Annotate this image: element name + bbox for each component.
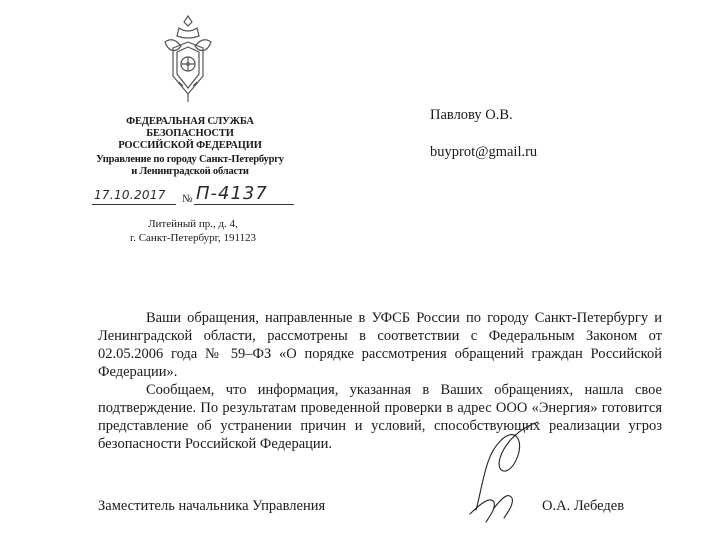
- number-underline: [194, 204, 294, 205]
- date-underline: [92, 204, 176, 205]
- body-paragraph: Сообщаем, что информация, указанная в Ваших обращениях, нашла свое подтверждение. По результатам проведенной проверки в адрес ООО «Энергия» готовится представление об устранении причин и условий, способствующих реализации угроз безопасности Российской Федерации.: [98, 382, 662, 452]
- recipient-name: Павлову О.В.: [430, 107, 513, 123]
- fsb-emblem-icon: [159, 12, 217, 104]
- letter-body: [98, 309, 662, 453]
- registration-number: П-4137: [196, 183, 268, 204]
- department-name: Управление по городу Санкт-Петербургу и Ленинградской области: [96, 154, 284, 177]
- organization-name: ФЕДЕРАЛЬНАЯ СЛУЖБА БЕЗОПАСНОСТИ РОССИЙСКОЙ ФЕДЕРАЦИИ: [118, 116, 262, 151]
- recipient-email: buyprot@gmail.ru: [430, 144, 538, 160]
- sender-address: Литейный пр., д. 4, г. Санкт-Петербург, 191123: [129, 218, 257, 244]
- body-paragraph: Ваши обращения, направленные в УФСБ России по городу Санкт-Петербургу и Ленинградской области, рассмотрены в соответствии с Федеральным Законом от 02.05.2006 года № 59–ФЗ «О порядке рассмотрения обращений граждан Российской Федерации».: [98, 310, 662, 380]
- number-label: №: [182, 193, 193, 205]
- registration-line: [88, 183, 298, 208]
- signer-name: О.А. Лебедев: [542, 498, 625, 514]
- signer-title: Заместитель начальника Управления: [98, 498, 326, 514]
- registration-date: 17.10.2017: [94, 188, 166, 202]
